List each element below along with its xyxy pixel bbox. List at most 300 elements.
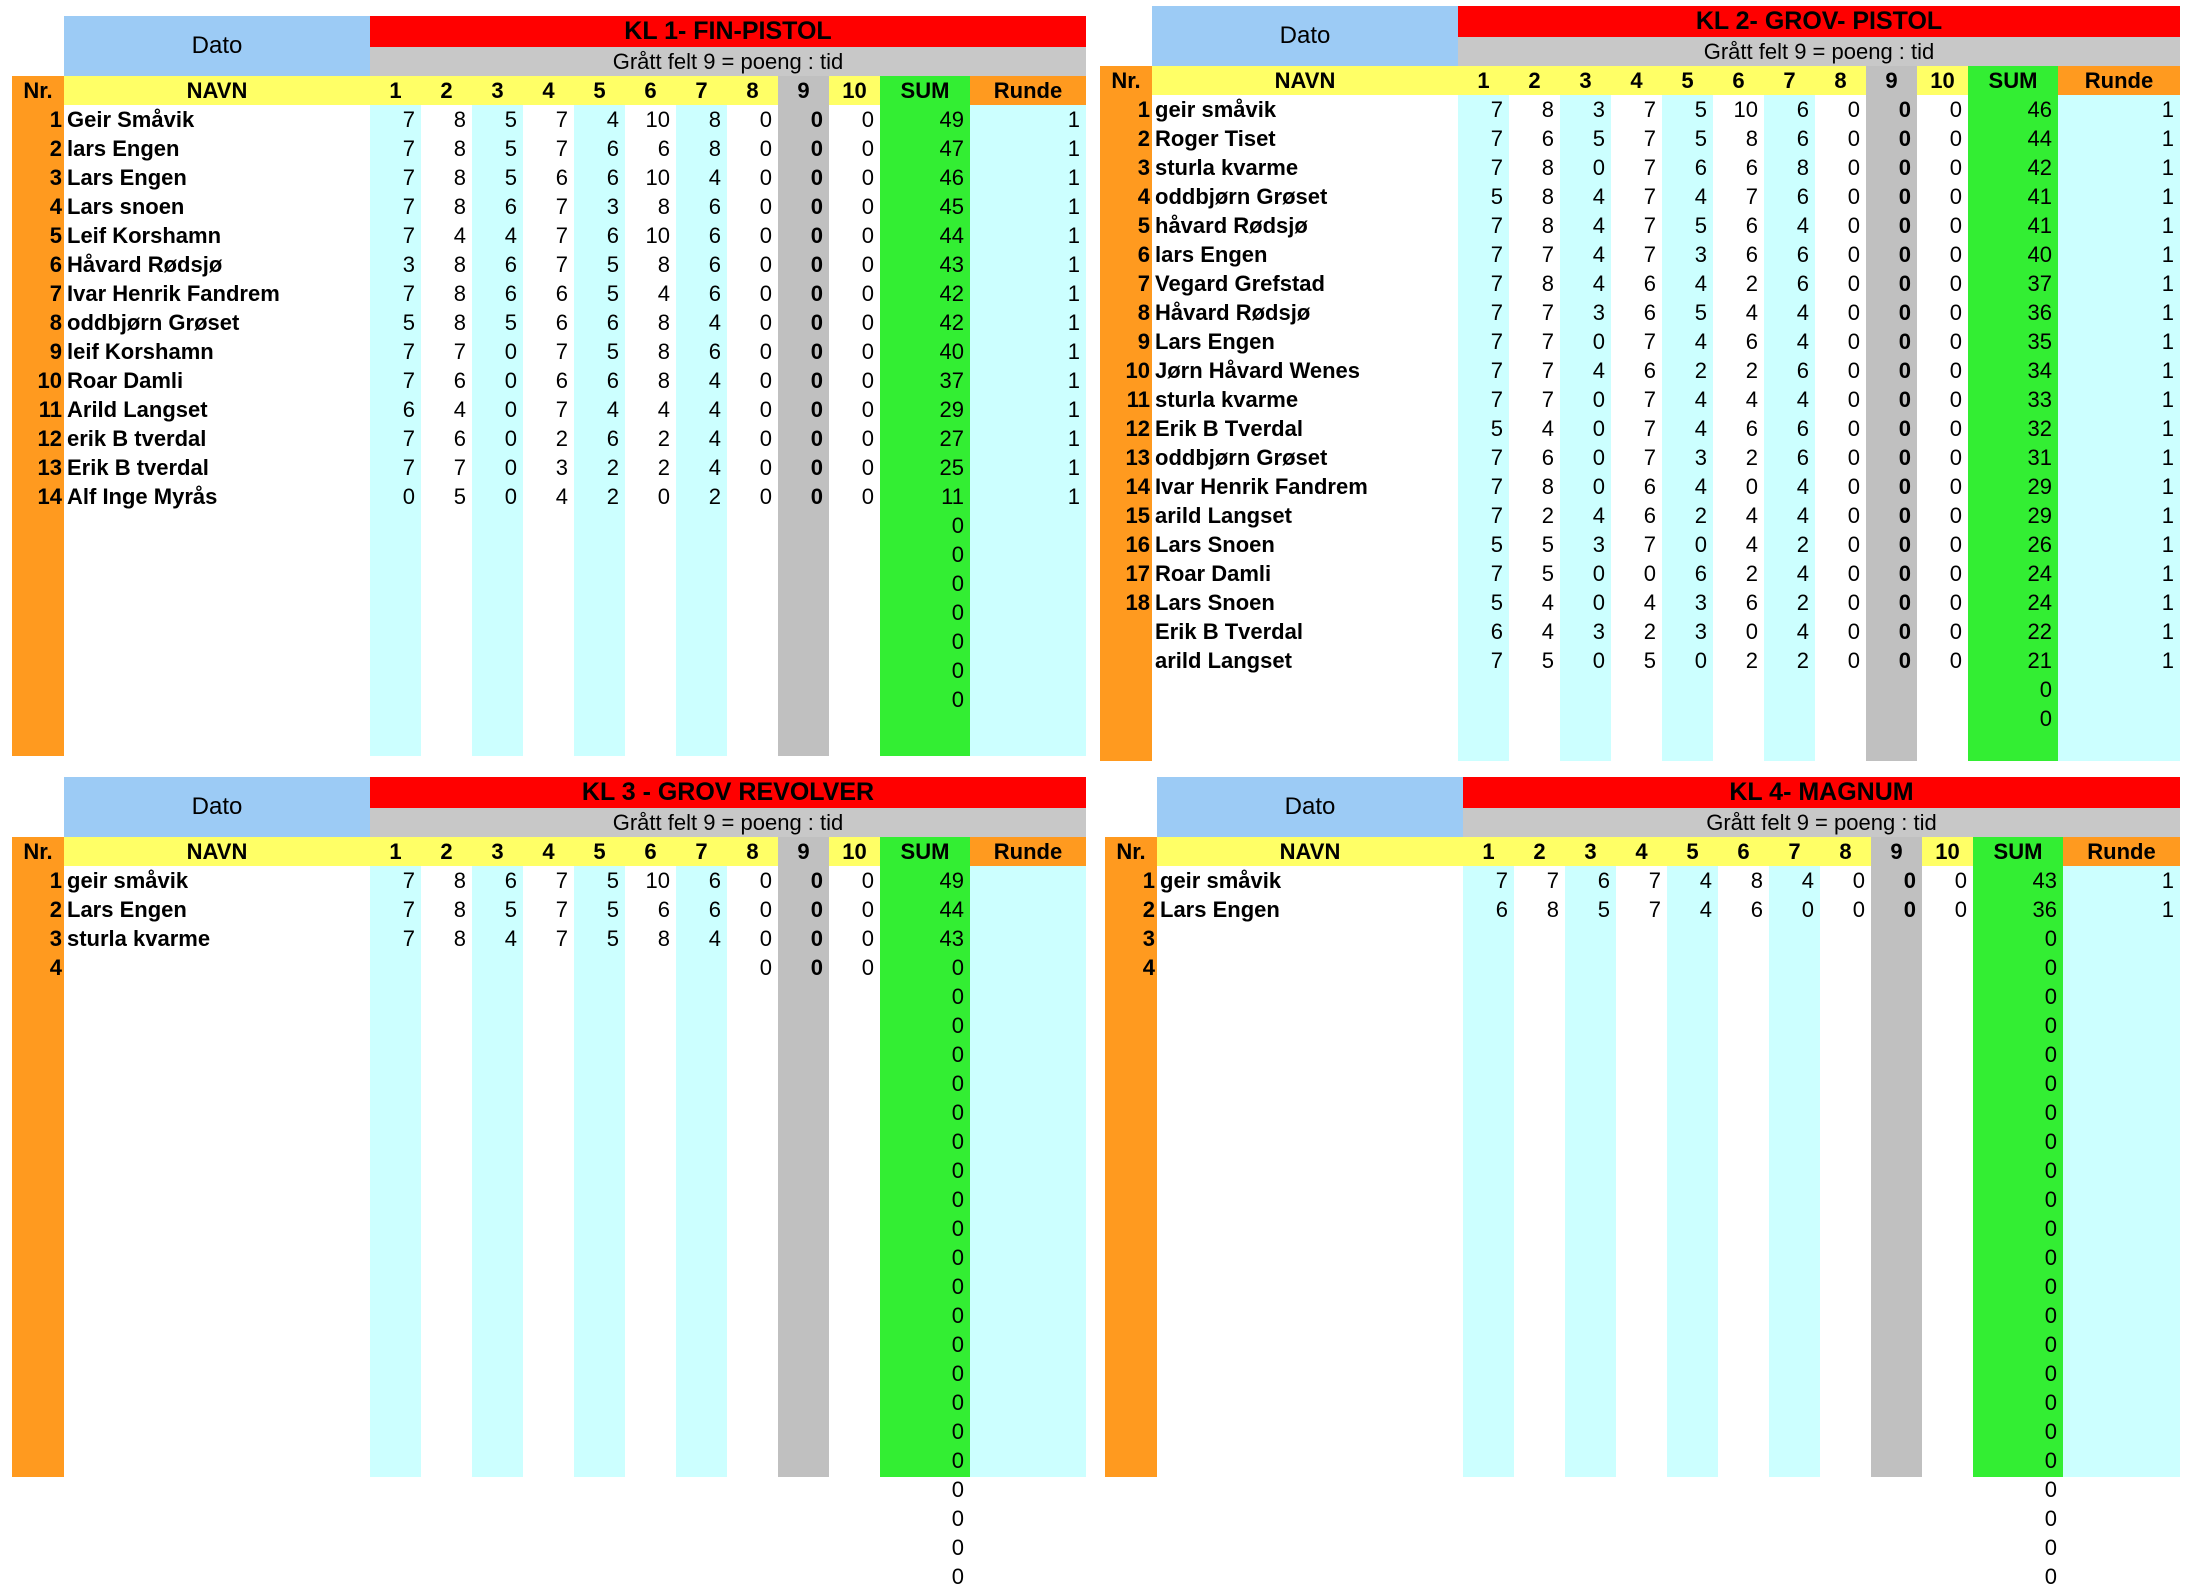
row-score-7: 2: [708, 484, 721, 509]
row-score-8: [727, 511, 778, 540]
row-nr: 11: [38, 397, 62, 422]
row-score-6: [625, 1040, 676, 1069]
row-score-3: [472, 1504, 523, 1533]
row-runde: 1: [1067, 368, 1080, 393]
row-runde: 1: [2161, 97, 2174, 122]
row-score-6: 4: [1745, 387, 1758, 412]
row-score-1: 7: [402, 368, 415, 393]
row-score-4: [1616, 1533, 1667, 1562]
row-name: [64, 1272, 370, 1301]
row-score-8: 0: [759, 281, 772, 306]
row-score-10: [829, 511, 880, 540]
row-score-10: 0: [1949, 387, 1962, 412]
row-score-5: 6: [1694, 155, 1707, 180]
row-score-4: [523, 627, 574, 656]
row-score-6: 4: [1745, 532, 1758, 557]
row-score-10: [1922, 1011, 1973, 1040]
row-score-7: 4: [708, 455, 721, 480]
row-score-1: 7: [402, 223, 415, 248]
row-runde: [970, 1388, 1086, 1417]
row-score-8: [727, 982, 778, 1011]
row-score-1: [1463, 1040, 1514, 1069]
row-name: [64, 953, 370, 982]
row-nr: [12, 1069, 64, 1098]
row-score-9: 0: [1898, 619, 1911, 644]
row-score-6: [1713, 704, 1764, 733]
row-score-2: [1514, 1156, 1565, 1185]
row-score-1: 7: [402, 926, 415, 951]
row-score-4: [1616, 1243, 1667, 1272]
row-score-7: 4: [1796, 474, 1809, 499]
row-score-4: 7: [555, 339, 568, 364]
row-score-3: 0: [504, 368, 517, 393]
row-score-3: 5: [504, 136, 517, 161]
row-score-6: 0: [657, 484, 670, 509]
row-sum: 0: [951, 1013, 964, 1038]
row-score-9: [1871, 1272, 1922, 1301]
row-score-1: 7: [1490, 474, 1503, 499]
row-score-5: 0: [1694, 648, 1707, 673]
row-score-6: 6: [1745, 155, 1758, 180]
row-score-3: [472, 1301, 523, 1330]
row-sum: 0: [951, 571, 964, 596]
row-nr: 6: [49, 252, 62, 277]
row-score-7: 6: [1796, 358, 1809, 383]
row-score-7: [676, 540, 727, 569]
row-score-9: 0: [1898, 532, 1911, 557]
row-sum: 46: [2027, 97, 2052, 122]
row-score-2: [1514, 1127, 1565, 1156]
row-score-4: 7: [1643, 184, 1656, 209]
row-score-8: 0: [1847, 590, 1860, 615]
row-score-3: [1565, 1243, 1616, 1272]
row-score-10: 0: [1949, 213, 1962, 238]
row-score-2: [1514, 982, 1565, 1011]
score-header-9: 9: [778, 837, 829, 866]
score-header-8: 8: [1834, 67, 1847, 93]
row-score-1: [1463, 1446, 1514, 1475]
score-header-1: 1: [389, 77, 402, 103]
row-score-3: [472, 1243, 523, 1272]
score-header-6: 6: [1737, 838, 1750, 864]
row-score-7: [676, 1475, 727, 1504]
row-sum: 0: [2044, 1100, 2057, 1125]
row-score-5: [1667, 1272, 1718, 1301]
row-score-5: [1667, 1243, 1718, 1272]
row-score-3: [1565, 1040, 1616, 1069]
row-runde: [970, 1243, 1086, 1272]
row-score-7: [1769, 1069, 1820, 1098]
row-score-2: 8: [453, 310, 466, 335]
row-nr: [12, 1417, 64, 1446]
row-score-10: [829, 685, 880, 714]
row-score-2: [421, 1301, 472, 1330]
nr-header: Nr.: [1105, 837, 1157, 866]
row-score-3: [1565, 1301, 1616, 1330]
row-score-2: [1514, 924, 1565, 953]
row-score-10: 0: [1954, 897, 1967, 922]
row-score-5: [1667, 1330, 1718, 1359]
row-score-5: 3: [1694, 619, 1707, 644]
row-nr: [1105, 1040, 1157, 1069]
row-score-3: [472, 1156, 523, 1185]
row-score-3: 4: [1592, 213, 1605, 238]
row-name: [64, 1446, 370, 1475]
row-score-1: [370, 627, 421, 656]
row-score-5: 2: [1694, 503, 1707, 528]
row-nr: 5: [49, 223, 62, 248]
row-score-2: 4: [1541, 590, 1554, 615]
row-sum: 0: [951, 984, 964, 1009]
row-sum: 0: [951, 1158, 964, 1183]
row-score-6: [625, 1011, 676, 1040]
row-score-4: [1616, 1417, 1667, 1446]
row-sum: 0: [2044, 984, 2057, 1009]
row-score-9: [778, 569, 829, 598]
row-score-4: [523, 685, 574, 714]
row-score-6: 2: [1745, 445, 1758, 470]
score-header-3: 3: [1584, 838, 1597, 864]
row-score-8: 0: [1847, 532, 1860, 557]
row-score-7: 4: [708, 165, 721, 190]
row-score-10: [1922, 1388, 1973, 1417]
score-header-5: 5: [593, 77, 606, 103]
row-score-2: [421, 1069, 472, 1098]
row-sum: 25: [939, 455, 964, 480]
row-name: [1157, 1533, 1463, 1562]
row-score-2: [1509, 675, 1560, 704]
row-score-7: [676, 1301, 727, 1330]
row-score-5: [574, 1127, 625, 1156]
row-score-1: [370, 656, 421, 685]
row-name: Erik B tverdal: [67, 455, 209, 480]
row-score-8: [727, 1562, 778, 1591]
row-runde: 1: [1067, 223, 1080, 248]
row-score-7: 6: [1796, 184, 1809, 209]
row-score-6: [1718, 1533, 1769, 1562]
sum-header: SUM: [880, 76, 970, 105]
row-score-1: 7: [402, 194, 415, 219]
row-runde: 1: [2161, 300, 2174, 325]
row-score-5: [574, 1301, 625, 1330]
row-nr: 13: [37, 455, 62, 480]
row-nr: 1: [1137, 97, 1150, 122]
row-score-8: [727, 1069, 778, 1098]
row-name: Alf Inge Myrås: [67, 484, 218, 509]
row-score-4: [1616, 1040, 1667, 1069]
row-score-7: 2: [1796, 590, 1809, 615]
row-score-4: 7: [1643, 329, 1656, 354]
row-score-2: [421, 1533, 472, 1562]
row-score-6: [625, 1504, 676, 1533]
row-score-3: [472, 1214, 523, 1243]
row-score-8: 0: [759, 397, 772, 422]
row-score-6: [625, 982, 676, 1011]
row-score-4: [523, 1562, 574, 1591]
row-score-2: [421, 1359, 472, 1388]
row-runde: [970, 540, 1086, 569]
row-runde: [2063, 1417, 2180, 1446]
row-score-1: [370, 569, 421, 598]
row-score-3: 0: [504, 339, 517, 364]
row-score-5: [1662, 704, 1713, 733]
row-score-2: [1514, 1417, 1565, 1446]
row-runde: [2063, 1098, 2180, 1127]
row-name: [1157, 1040, 1463, 1069]
row-score-7: [1769, 1040, 1820, 1069]
row-sum: 40: [2027, 242, 2052, 267]
row-score-9: 0: [810, 426, 823, 451]
row-score-2: [421, 656, 472, 685]
row-score-7: 4: [708, 368, 721, 393]
class-title: KL 1- FIN-PISTOL: [370, 16, 1086, 47]
row-runde: 1: [2161, 503, 2174, 528]
row-score-5: 6: [606, 223, 619, 248]
row-score-4: 3: [555, 455, 568, 480]
row-score-3: [1565, 1562, 1616, 1591]
row-score-2: [1514, 1185, 1565, 1214]
row-score-8: [727, 1475, 778, 1504]
row-name: Lars snoen: [67, 194, 185, 219]
row-sum: 41: [2027, 213, 2052, 238]
row-nr: [12, 1533, 64, 1562]
row-sum: 34: [2027, 358, 2052, 383]
row-score-9: 0: [1898, 387, 1911, 412]
row-score-5: 5: [606, 281, 619, 306]
row-score-10: 0: [1949, 358, 1962, 383]
row-name: Lars Engen: [67, 897, 187, 922]
row-score-7: 4: [1796, 329, 1809, 354]
row-score-7: [676, 598, 727, 627]
row-score-9: [778, 1127, 829, 1156]
row-score-9: [778, 1156, 829, 1185]
row-nr: 14: [37, 484, 62, 509]
row-score-2: [421, 569, 472, 598]
row-score-6: [625, 1127, 676, 1156]
row-score-5: 4: [1694, 271, 1707, 296]
score-header-4: 4: [542, 77, 555, 103]
row-sum: 0: [951, 1361, 964, 1386]
score-header-10: 10: [1930, 67, 1955, 93]
row-score-1: [1463, 1417, 1514, 1446]
row-score-6: 8: [657, 368, 670, 393]
row-score-8: [1820, 1098, 1871, 1127]
row-score-2: [1514, 1504, 1565, 1533]
row-nr: [12, 540, 64, 569]
row-score-1: [1463, 982, 1514, 1011]
row-score-9: [778, 982, 829, 1011]
row-score-2: [421, 1417, 472, 1446]
row-sum: 0: [951, 1071, 964, 1096]
row-score-4: [1616, 1272, 1667, 1301]
row-score-1: 5: [1490, 590, 1503, 615]
row-score-8: [1820, 982, 1871, 1011]
row-score-2: [421, 1127, 472, 1156]
row-score-4: [523, 1504, 574, 1533]
row-score-8: [727, 1011, 778, 1040]
score-header-6: 6: [1732, 67, 1745, 93]
row-score-9: [778, 511, 829, 540]
row-score-6: 4: [1745, 503, 1758, 528]
row-score-8: [1820, 1359, 1871, 1388]
row-score-8: 0: [1847, 213, 1860, 238]
row-score-2: [421, 511, 472, 540]
row-score-1: [370, 953, 421, 982]
row-score-9: 0: [1898, 300, 1911, 325]
row-score-10: 0: [1949, 474, 1962, 499]
row-score-10: 0: [861, 165, 874, 190]
row-score-4: [1616, 953, 1667, 982]
row-nr: 6: [1137, 242, 1150, 267]
row-score-6: 6: [657, 897, 670, 922]
row-score-6: 8: [657, 339, 670, 364]
row-name: [64, 1475, 370, 1504]
row-sum: 0: [951, 658, 964, 683]
row-score-6: 4: [1745, 300, 1758, 325]
row-score-2: 7: [1541, 300, 1554, 325]
row-score-7: [676, 1330, 727, 1359]
row-score-8: [1815, 675, 1866, 704]
row-score-8: [727, 1214, 778, 1243]
row-nr: 4: [49, 194, 62, 219]
row-score-2: 8: [453, 165, 466, 190]
row-score-6: [625, 1417, 676, 1446]
row-score-8: [727, 1446, 778, 1475]
row-score-1: [370, 1562, 421, 1591]
row-score-9: 0: [810, 107, 823, 132]
row-runde: [970, 866, 1086, 895]
row-score-4: 7: [555, 194, 568, 219]
row-score-7: 4: [1801, 868, 1814, 893]
row-score-6: 8: [657, 310, 670, 335]
row-name: oddbjørn Grøset: [1155, 445, 1328, 470]
row-score-9: [1871, 1127, 1922, 1156]
row-score-5: 6: [606, 136, 619, 161]
row-score-9: [778, 627, 829, 656]
row-score-1: 7: [1490, 387, 1503, 412]
row-score-8: [727, 1156, 778, 1185]
row-score-9: 0: [810, 194, 823, 219]
row-score-8: [1820, 1475, 1871, 1504]
row-score-8: 0: [1847, 126, 1860, 151]
row-score-9: [1871, 982, 1922, 1011]
row-score-3: [1560, 675, 1611, 704]
row-score-9: [778, 598, 829, 627]
row-score-7: 8: [1796, 155, 1809, 180]
row-score-2: [421, 1388, 472, 1417]
row-score-1: 7: [1490, 648, 1503, 673]
row-score-5: [574, 1156, 625, 1185]
row-name: [1157, 1359, 1463, 1388]
row-score-8: 0: [1847, 242, 1860, 267]
row-score-10: 0: [1949, 242, 1962, 267]
row-score-3: [472, 1475, 523, 1504]
row-name: [64, 685, 370, 714]
row-score-8: [1820, 1127, 1871, 1156]
row-score-5: [1667, 1504, 1718, 1533]
row-score-8: [727, 1301, 778, 1330]
row-sum: 0: [951, 1564, 964, 1589]
row-runde: [970, 982, 1086, 1011]
row-score-3: [472, 1562, 523, 1591]
row-score-2: [421, 627, 472, 656]
row-sum: 0: [2044, 1448, 2057, 1473]
row-score-8: 0: [1847, 300, 1860, 325]
row-score-8: 0: [1847, 358, 1860, 383]
row-score-2: 5: [1541, 648, 1554, 673]
score-header-8: 8: [746, 77, 759, 103]
row-score-8: [727, 1330, 778, 1359]
row-sum: 0: [2044, 1535, 2057, 1560]
row-score-10: 0: [861, 136, 874, 161]
row-name: [64, 1562, 370, 1591]
row-score-6: [1718, 1011, 1769, 1040]
row-sum: 29: [2027, 503, 2052, 528]
row-score-6: [1718, 1330, 1769, 1359]
row-score-8: [727, 1040, 778, 1069]
row-score-4: [523, 598, 574, 627]
row-score-2: 5: [453, 484, 466, 509]
row-nr: 2: [1142, 897, 1155, 922]
row-score-9: 0: [1898, 648, 1911, 673]
row-sum: 36: [2032, 897, 2057, 922]
runde-header: Runde: [970, 837, 1086, 866]
row-runde: [2063, 1243, 2180, 1272]
row-score-10: [1922, 1504, 1973, 1533]
row-score-3: [1565, 1504, 1616, 1533]
row-score-9: 0: [810, 455, 823, 480]
nr-header: Nr.: [12, 76, 64, 105]
row-score-6: [625, 1446, 676, 1475]
row-name: [1157, 1301, 1463, 1330]
row-nr: [1100, 675, 1152, 704]
row-score-10: 0: [861, 107, 874, 132]
row-score-7: [676, 1504, 727, 1533]
nr-header: Nr.: [12, 837, 64, 866]
row-score-8: 0: [759, 223, 772, 248]
row-score-5: [574, 656, 625, 685]
row-score-6: 10: [645, 165, 670, 190]
row-runde: [970, 924, 1086, 953]
row-score-8: [1820, 1330, 1871, 1359]
row-score-7: [1769, 1533, 1820, 1562]
row-runde: [970, 1475, 1086, 1504]
row-score-3: [472, 1272, 523, 1301]
row-score-10: [829, 1156, 880, 1185]
row-score-9: [1871, 1359, 1922, 1388]
row-score-5: [574, 1098, 625, 1127]
row-score-3: 3: [1592, 532, 1605, 557]
row-score-3: 3: [1592, 97, 1605, 122]
row-runde: [2063, 1127, 2180, 1156]
row-runde: [970, 569, 1086, 598]
row-score-1: [370, 598, 421, 627]
row-score-7: [676, 1127, 727, 1156]
row-score-10: 0: [861, 426, 874, 451]
row-score-5: [574, 1359, 625, 1388]
row-score-1: [1463, 1359, 1514, 1388]
row-score-6: [1718, 982, 1769, 1011]
row-score-4: [523, 569, 574, 598]
score-header-8: 8: [1839, 838, 1852, 864]
row-score-6: [625, 598, 676, 627]
row-score-9: [1871, 1475, 1922, 1504]
row-sum: 0: [951, 687, 964, 712]
row-name: [64, 1359, 370, 1388]
row-score-5: 2: [606, 455, 619, 480]
row-score-7: [676, 1562, 727, 1591]
row-score-2: [421, 1156, 472, 1185]
